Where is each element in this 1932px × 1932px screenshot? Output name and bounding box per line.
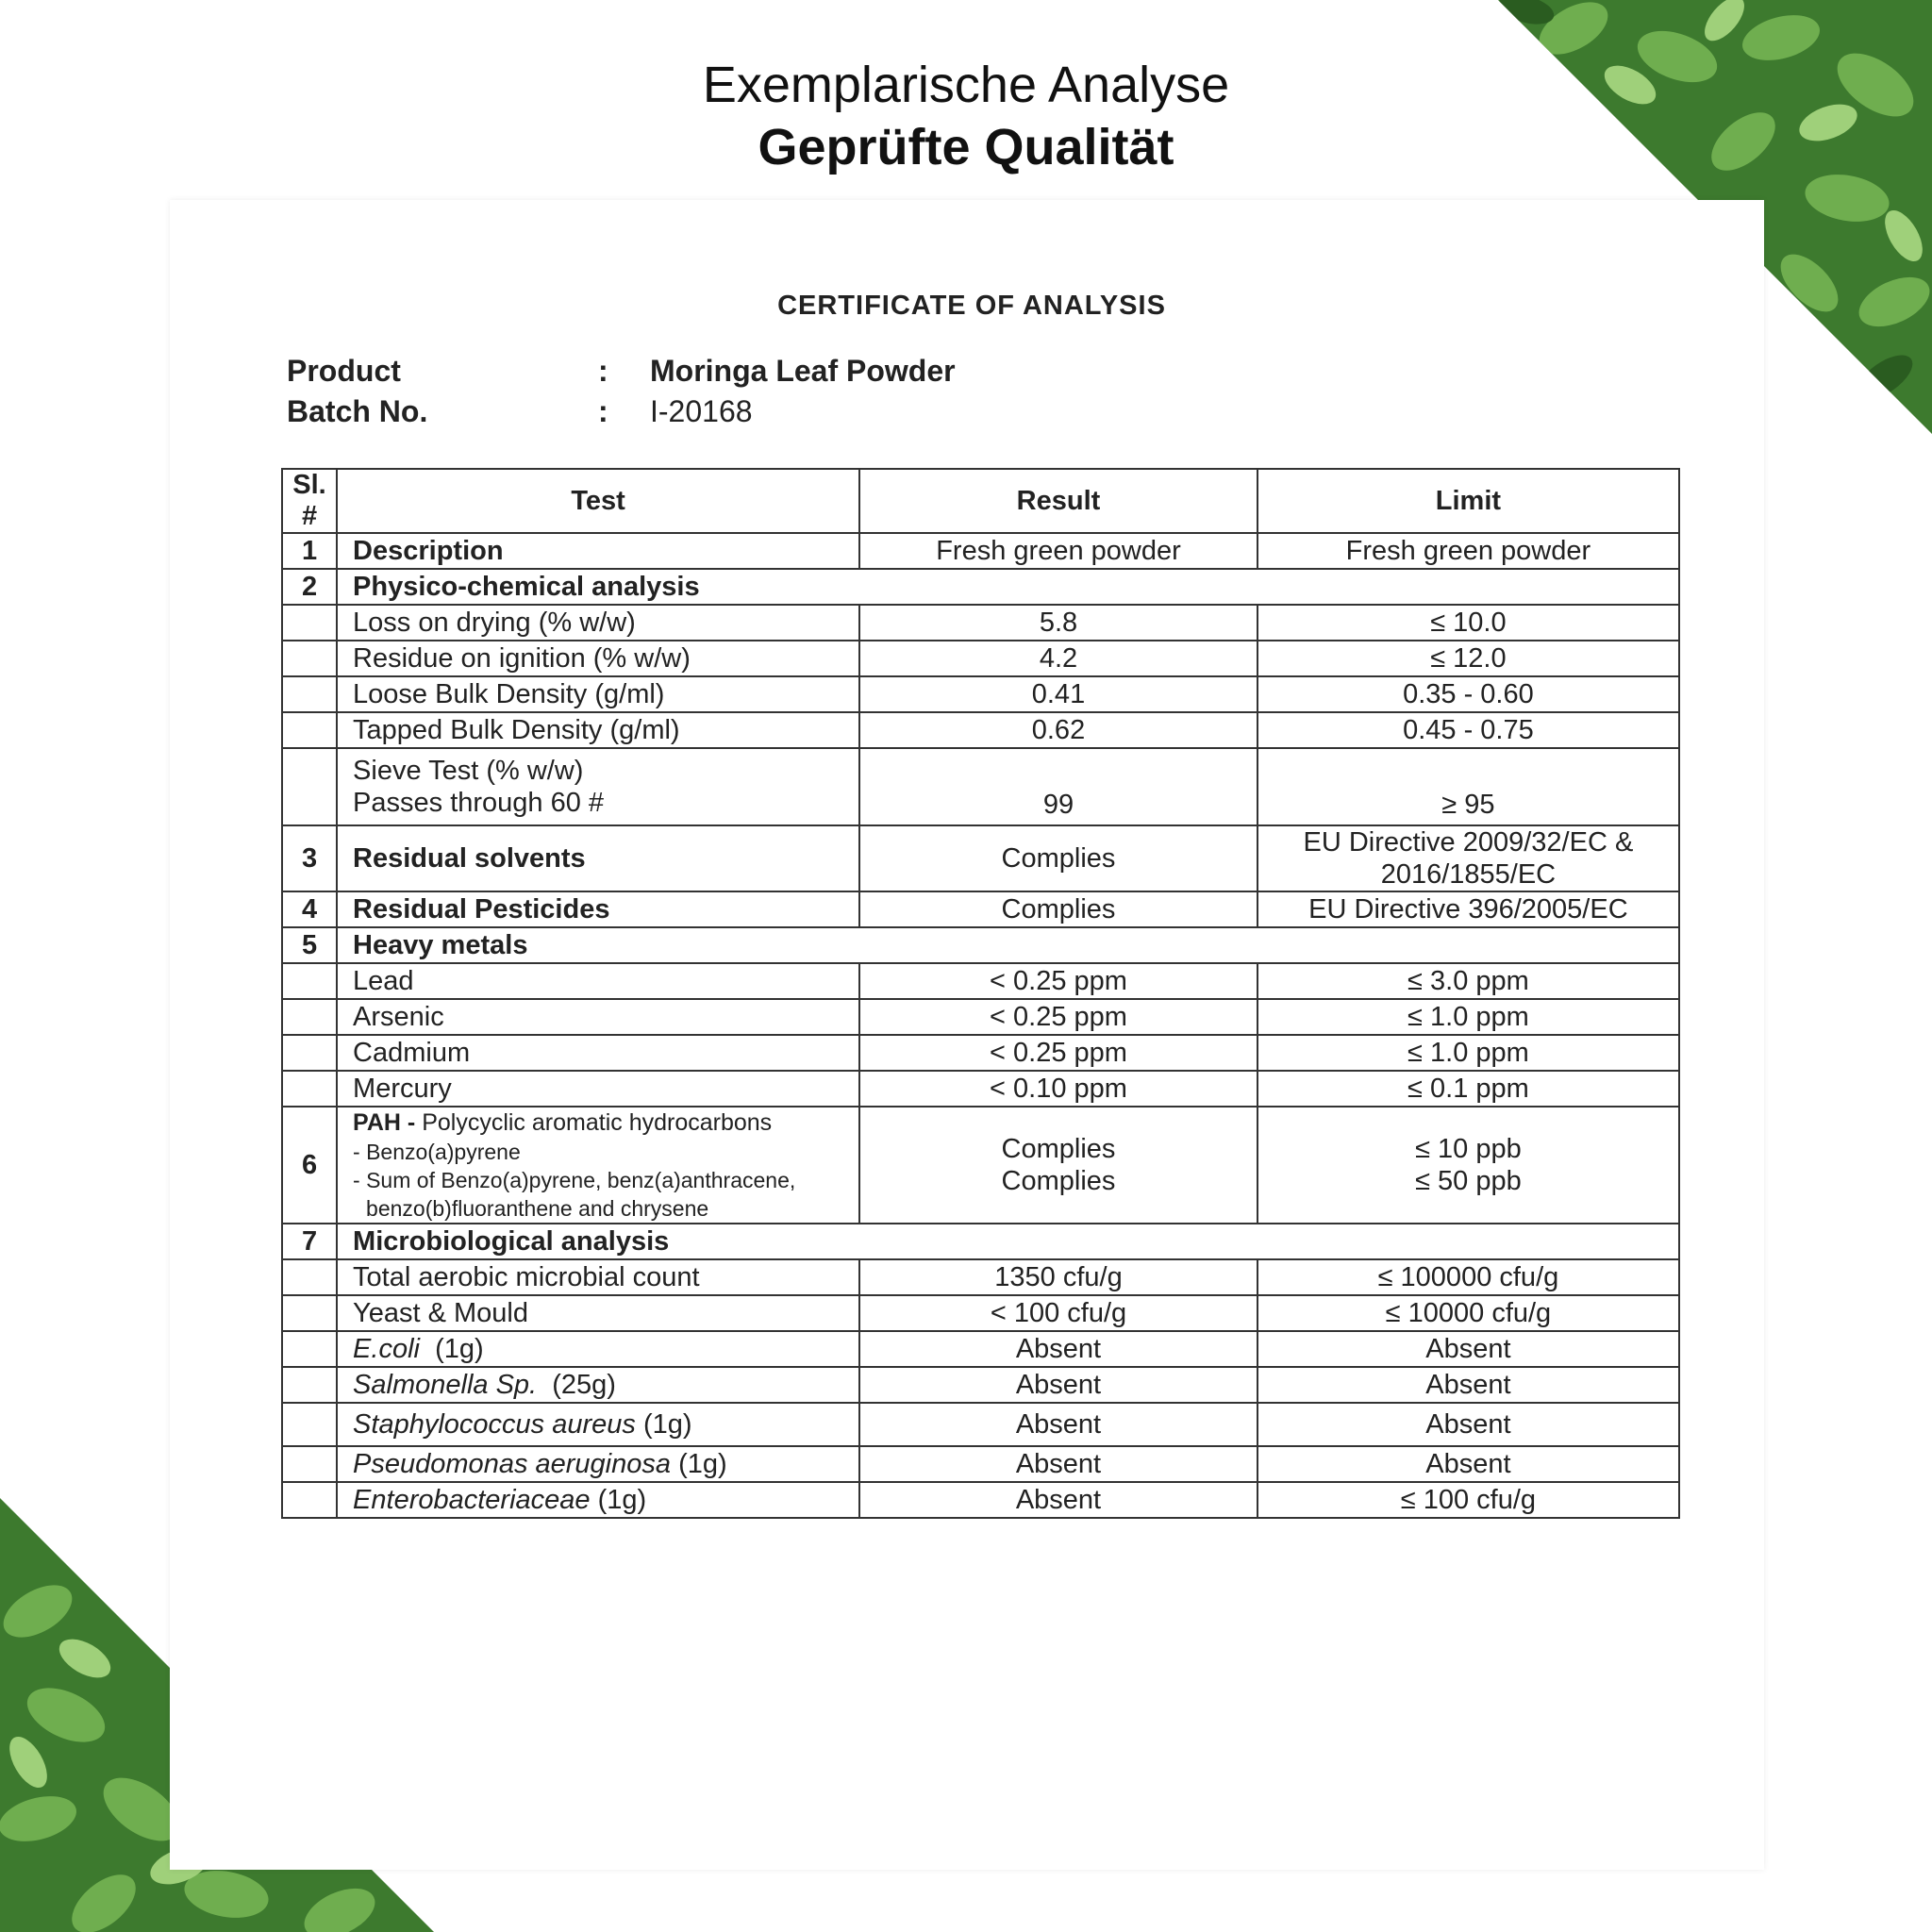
certificate-title: CERTIFICATE OF ANALYSIS	[777, 291, 1166, 321]
result-line2: Complies	[1001, 1166, 1116, 1196]
pah-sub1: - Benzo(a)pyrene	[353, 1140, 521, 1164]
row-result: Complies	[859, 825, 1257, 891]
headline-line1: Exemplarische Analyse	[702, 57, 1230, 113]
organism-name: Staphylococcus aureus	[353, 1408, 636, 1440]
table-row	[282, 1446, 1679, 1482]
row-sl-empty	[282, 1403, 337, 1446]
row-limit: ≤ 1.0 ppm	[1257, 999, 1679, 1035]
row-limit: ≤ 3.0 ppm	[1257, 963, 1679, 999]
row-limit: ≤ 100 cfu/g	[1257, 1482, 1679, 1518]
row-sl: 7	[282, 1224, 337, 1259]
row-result: Absent	[859, 1331, 1257, 1367]
product-value: Moringa Leaf Powder	[650, 354, 956, 388]
row-test	[337, 1367, 859, 1403]
row-result: Complies	[859, 891, 1257, 927]
analysis-table	[281, 468, 1680, 1519]
row-limit: ≤ 100000 cfu/g	[1257, 1259, 1679, 1295]
table-row	[282, 676, 1679, 712]
row-sl-empty	[282, 1331, 337, 1367]
row-test: Mercury	[337, 1071, 859, 1107]
row-limit: ≥ 95	[1257, 748, 1679, 825]
table-row	[282, 641, 1679, 676]
table-row	[282, 1367, 1679, 1403]
row-test: Tapped Bulk Density (g/ml)	[337, 712, 859, 748]
product-label: Product	[287, 354, 401, 388]
table-row	[282, 1107, 1679, 1224]
table-row	[282, 927, 1679, 963]
row-limit: Absent	[1257, 1446, 1679, 1482]
organism-name: Salmonella Sp.	[353, 1369, 538, 1400]
row-limit: ≤ 0.1 ppm	[1257, 1071, 1679, 1107]
table-row	[282, 1035, 1679, 1071]
table-row	[282, 1071, 1679, 1107]
table-row	[282, 1403, 1679, 1446]
row-result	[859, 1107, 1257, 1224]
limit-line1: EU Directive 2009/32/EC &	[1303, 827, 1634, 858]
row-section-title: Physico-chemical analysis	[337, 569, 1679, 605]
table-row	[282, 1295, 1679, 1331]
row-sl-empty	[282, 1482, 337, 1518]
row-test: Residue on ignition (% w/w)	[337, 641, 859, 676]
row-limit: ≤ 1.0 ppm	[1257, 1035, 1679, 1071]
row-test	[337, 1482, 859, 1518]
row-limit: EU Directive 396/2005/EC	[1257, 891, 1679, 927]
row-section-title: Heavy metals	[337, 927, 1679, 963]
table-row	[282, 1482, 1679, 1518]
row-result: < 100 cfu/g	[859, 1295, 1257, 1331]
table-row	[282, 569, 1679, 605]
row-result: Absent	[859, 1367, 1257, 1403]
row-limit: ≤ 12.0	[1257, 641, 1679, 676]
row-sl-empty	[282, 1446, 337, 1482]
header-sl: Sl. #	[282, 469, 337, 533]
row-test: Arsenic	[337, 999, 859, 1035]
pah-heading-bold: PAH -	[353, 1109, 416, 1136]
sieve-test-line2: Passes through 60 #	[353, 788, 605, 818]
sample-size: (1g)	[590, 1484, 647, 1515]
sample-size: (1g)	[419, 1333, 484, 1364]
pah-heading	[353, 1108, 843, 1138]
row-result: 4.2	[859, 641, 1257, 676]
row-limit: 0.35 - 0.60	[1257, 676, 1679, 712]
headline	[0, 55, 1932, 179]
organism-name: Enterobacteriaceae	[353, 1484, 591, 1515]
header-result: Result	[859, 469, 1257, 533]
organism-name: E.coli	[353, 1333, 420, 1364]
row-result: < 0.10 ppm	[859, 1071, 1257, 1107]
row-test	[337, 1107, 859, 1224]
row-sl-empty	[282, 605, 337, 641]
sample-size: (1g)	[671, 1448, 727, 1479]
row-section-title: Microbiological analysis	[337, 1224, 1679, 1259]
row-limit: Absent	[1257, 1403, 1679, 1446]
row-sl-empty	[282, 1367, 337, 1403]
sieve-test-line1: Sieve Test (% w/w)	[353, 756, 584, 786]
table-row	[282, 963, 1679, 999]
row-limit: Absent	[1257, 1367, 1679, 1403]
table-row	[282, 748, 1679, 825]
row-result: 99	[859, 748, 1257, 825]
table-row	[282, 605, 1679, 641]
row-limit: ≤ 10000 cfu/g	[1257, 1295, 1679, 1331]
table-row	[282, 712, 1679, 748]
row-sl: 3	[282, 825, 337, 891]
row-result: 0.62	[859, 712, 1257, 748]
row-limit	[1257, 1107, 1679, 1224]
row-result: 0.41	[859, 676, 1257, 712]
batch-value: I-20168	[650, 394, 753, 428]
header-test: Test	[337, 469, 859, 533]
row-result: < 0.25 ppm	[859, 963, 1257, 999]
row-sl: 1	[282, 533, 337, 569]
row-test	[337, 1446, 859, 1482]
row-limit: Absent	[1257, 1331, 1679, 1367]
row-result: < 0.25 ppm	[859, 1035, 1257, 1071]
headline-line2: Geprüfte Qualität	[758, 119, 1174, 175]
row-test: Loss on drying (% w/w)	[337, 605, 859, 641]
row-sl-empty	[282, 641, 337, 676]
result-line1: Complies	[1001, 1134, 1116, 1164]
row-result: 5.8	[859, 605, 1257, 641]
row-test: Residual solvents	[337, 825, 859, 891]
table-row	[282, 825, 1679, 891]
table-row	[282, 1224, 1679, 1259]
table-header-row	[282, 469, 1679, 533]
row-sl: 4	[282, 891, 337, 927]
row-result: Absent	[859, 1403, 1257, 1446]
row-test: Description	[337, 533, 859, 569]
product-meta	[287, 351, 956, 432]
row-sl-empty	[282, 712, 337, 748]
row-test: Residual Pesticides	[337, 891, 859, 927]
row-result: Fresh green powder	[859, 533, 1257, 569]
row-result: < 0.25 ppm	[859, 999, 1257, 1035]
row-sl-empty	[282, 1259, 337, 1295]
row-limit	[1257, 825, 1679, 891]
row-result: Absent	[859, 1482, 1257, 1518]
row-sl-empty	[282, 748, 337, 825]
batch-colon: :	[598, 394, 608, 428]
row-sl-empty	[282, 1295, 337, 1331]
row-sl: 5	[282, 927, 337, 963]
limit-line2: 2016/1855/EC	[1380, 859, 1557, 890]
batch-label: Batch No.	[287, 394, 428, 428]
row-sl-empty	[282, 676, 337, 712]
organism-name: Pseudomonas aeruginosa	[353, 1448, 672, 1479]
row-result: Absent	[859, 1446, 1257, 1482]
row-sl-empty	[282, 963, 337, 999]
row-test: Lead	[337, 963, 859, 999]
pah-heading-rest: Polycyclic aromatic hydrocarbons	[415, 1109, 773, 1136]
product-colon: :	[598, 354, 608, 388]
row-limit: Fresh green powder	[1257, 533, 1679, 569]
row-limit: ≤ 10.0	[1257, 605, 1679, 641]
table-row	[282, 533, 1679, 569]
row-test	[337, 1403, 859, 1446]
pah-sub3: benzo(b)fluoranthene and chrysene	[366, 1196, 709, 1221]
pah-sub2: - Sum of Benzo(a)pyrene, benz(a)anthracene,	[353, 1168, 796, 1192]
limit-line1: ≤ 10 ppb	[1415, 1134, 1522, 1164]
row-test	[337, 1331, 859, 1367]
table-row	[282, 999, 1679, 1035]
row-test: Cadmium	[337, 1035, 859, 1071]
header-limit: Limit	[1257, 469, 1679, 533]
sample-size: (25g)	[537, 1369, 616, 1400]
row-test: Yeast & Mould	[337, 1295, 859, 1331]
row-test: Total aerobic microbial count	[337, 1259, 859, 1295]
row-sl-empty	[282, 1035, 337, 1071]
row-test	[337, 748, 859, 825]
row-sl: 2	[282, 569, 337, 605]
row-sl: 6	[282, 1107, 337, 1224]
table-row	[282, 1259, 1679, 1295]
limit-line2: ≤ 50 ppb	[1415, 1166, 1522, 1196]
row-limit: 0.45 - 0.75	[1257, 712, 1679, 748]
sample-size: (1g)	[635, 1408, 692, 1440]
table-row	[282, 1331, 1679, 1367]
row-result: 1350 cfu/g	[859, 1259, 1257, 1295]
row-test: Loose Bulk Density (g/ml)	[337, 676, 859, 712]
row-sl-empty	[282, 999, 337, 1035]
row-sl-empty	[282, 1071, 337, 1107]
product-row	[287, 351, 956, 391]
table-row	[282, 891, 1679, 927]
batch-row	[287, 391, 956, 432]
